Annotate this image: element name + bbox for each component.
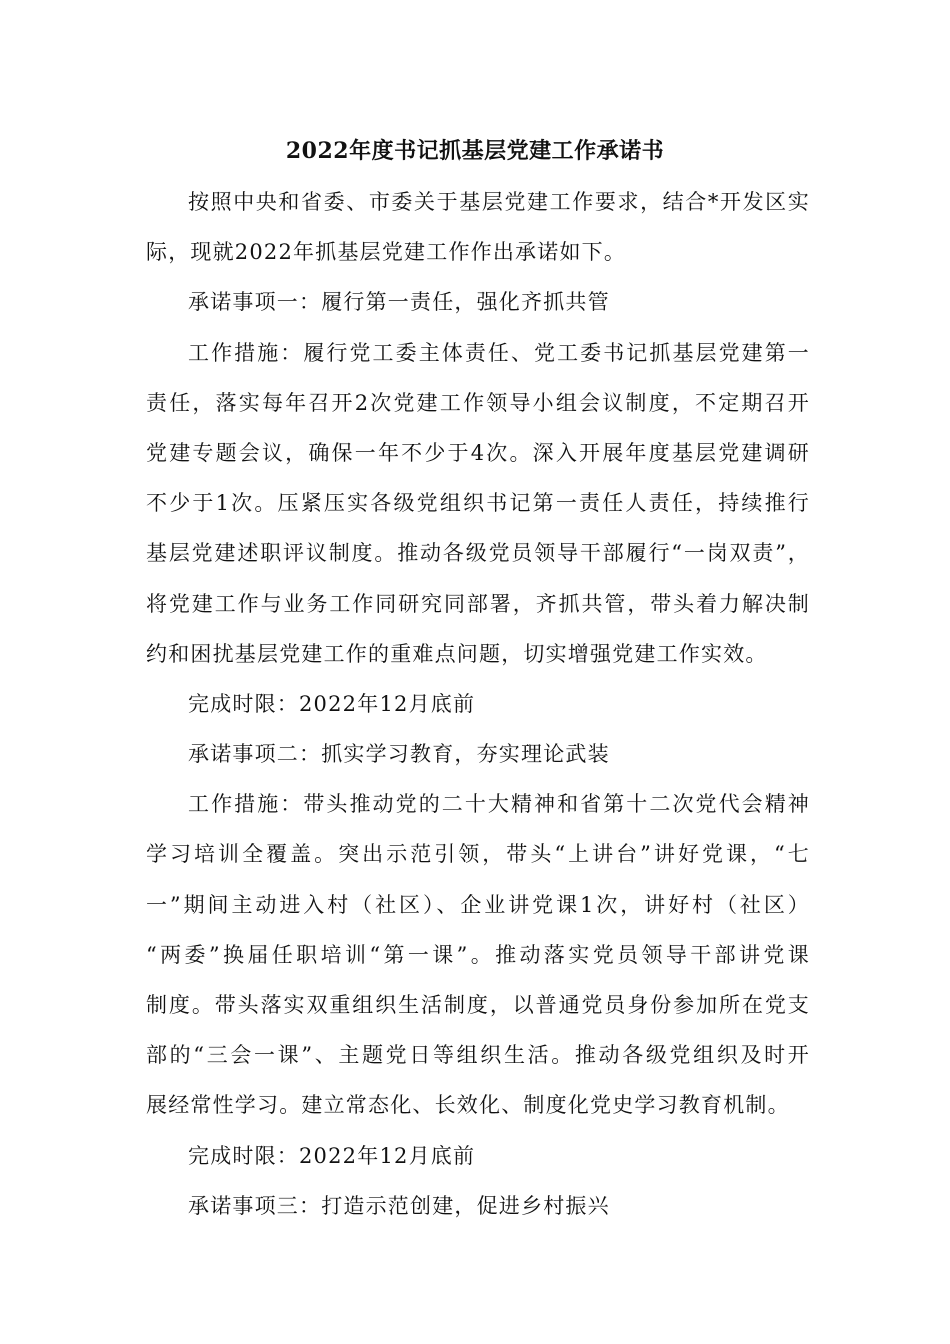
document-title: 2022年度书记抓基层党建工作承诺书 [285,138,665,164]
deadline-line: 完成时限：2022年12月底前 [188,1143,476,1168]
body-line: 工作措施：履行党工委主体责任、党工委书记抓基层党建第一 [188,340,810,365]
document-body [146,184,810,1238]
body-line: “两委”换届任职培训“第一课”。推动落实党员领导干部讲党课 [146,942,810,967]
body-line: 基层党建述职评议制度。推动各级党员领导干部履行“一岗双责”， [146,541,810,566]
body-line: 约和困扰基层党建工作的重难点问题，切实增强党建工作实效。 [146,641,768,666]
body-line: 部的“三会一课”、主题党日等组织生活。推动各级党组织及时开 [146,1043,810,1068]
commitment-heading: 承诺事项三：打造示范创建，促进乡村振兴 [188,1193,610,1218]
body-line: 责任，落实每年召开2次党建工作领导小组会议制度，不定期召开 [146,390,810,415]
body-line: 按照中央和省委、市委关于基层党建工作要求，结合*开发区实 [188,190,810,214]
body-line: 将党建工作与业务工作同研究同部署，齐抓共管，带头着力解决制 [146,591,810,616]
body-line: 学习培训全覆盖。突出示范引领，带头“上讲台”讲好党课，“七 [146,842,810,867]
body-line: 一”期间主动进入村（社区）、企业讲党课1次，讲好村（社区） [146,892,810,917]
body-line: 展经常性学习。建立常态化、长效化、制度化党史学习教育机制。 [146,1093,790,1118]
commitment-heading: 承诺事项二：抓实学习教育，夯实理论武装 [188,742,610,767]
commitment-heading: 承诺事项一：履行第一责任，强化齐抓共管 [188,290,610,315]
body-line: 不少于1次。压紧压实各级党组织书记第一责任人责任，持续推行 [146,491,810,516]
body-line: 工作措施：带头推动党的二十大精神和省第十二次党代会精神 [188,792,810,817]
deadline-line: 完成时限：2022年12月底前 [188,691,476,716]
body-line: 党建专题会议，确保一年不少于4次。深入开展年度基层党建调研 [146,440,810,465]
body-line: 际，现就2022年抓基层党建工作作出承诺如下。 [146,240,627,265]
body-line: 制度。带头落实双重组织生活制度，以普通党员身份参加所在党支 [146,993,810,1017]
